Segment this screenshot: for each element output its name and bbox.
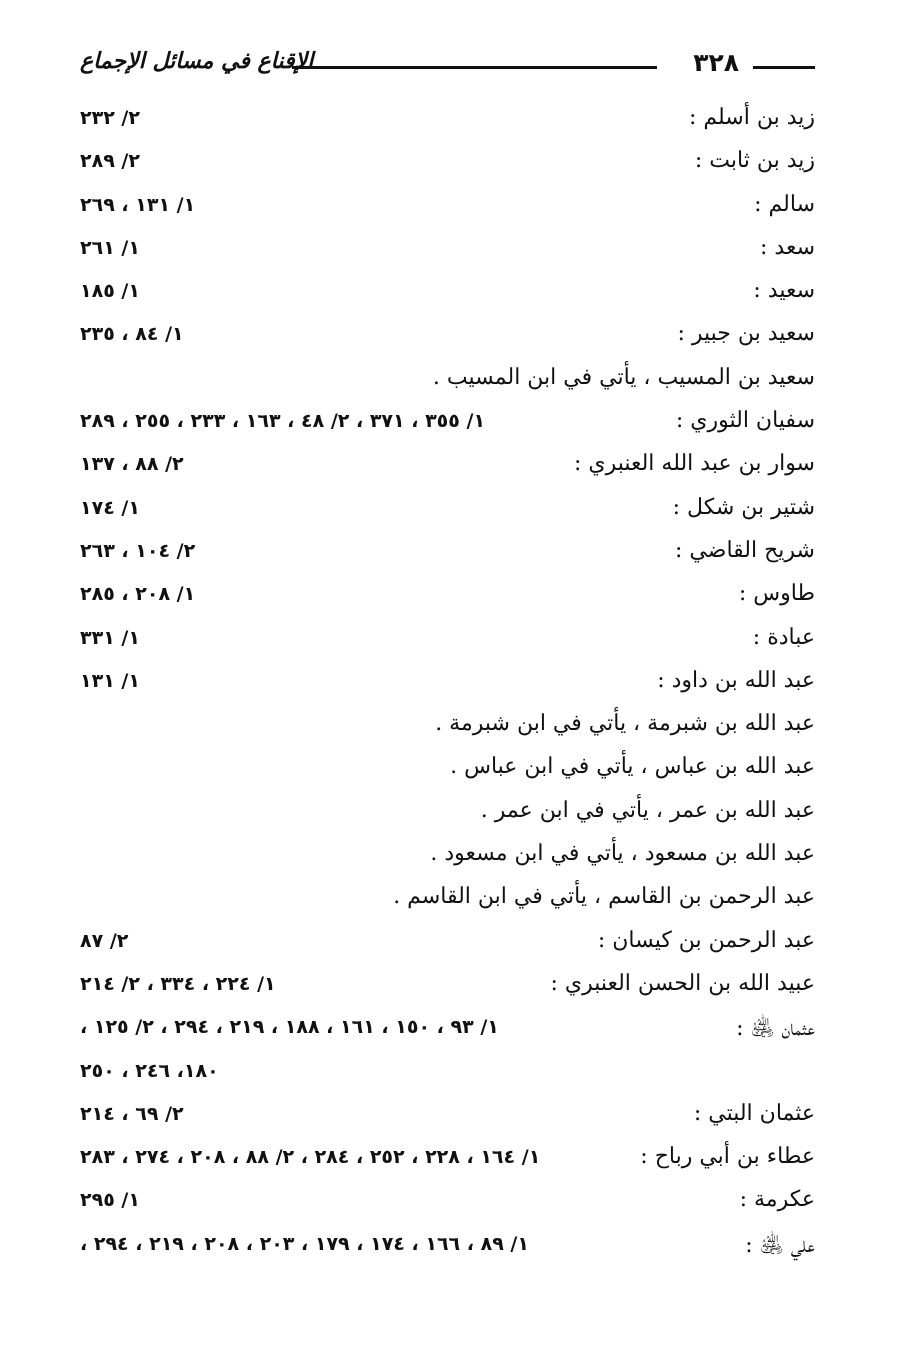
entry-references: ١/ ٢٦١ <box>80 236 140 259</box>
index-entry <box>80 449 815 492</box>
entry-name: زيد بن أسلم : <box>688 105 815 130</box>
index-entry <box>80 103 815 146</box>
index-entry <box>80 1056 815 1099</box>
index-entry <box>80 666 815 709</box>
entry-name: شريح القاضي : <box>675 537 815 563</box>
entry-name: عبد الله بن شبرمة ، يأتي في ابن شبرمة . <box>435 711 815 737</box>
index-entry <box>80 926 815 969</box>
entry-name: سفيان الثوري : <box>675 408 815 434</box>
index-entry <box>80 493 815 536</box>
entry-name: سعيد : <box>753 278 815 304</box>
entry-references: ١/ ١٨٥ <box>80 280 140 303</box>
entry-references: ١/ ٢٩٥ <box>80 1189 140 1212</box>
entry-references: ٢/ ٢٣٢ <box>80 107 140 129</box>
entry-references: ٢/ ٨٨ ، ١٣٧ <box>80 453 184 476</box>
entry-references: ٢/ ٢٨٩ <box>80 150 140 173</box>
index-entry <box>80 536 815 579</box>
index-entry <box>80 1012 815 1055</box>
index-entry <box>80 190 815 233</box>
index-entry <box>80 839 815 882</box>
page-number: ٣٢٨ <box>693 48 739 77</box>
entry-name: سعد : <box>760 234 815 260</box>
index-entry <box>80 233 815 276</box>
entry-name: عبد الرحمن بن القاسم ، يأتي في ابن القاسم . <box>393 884 815 910</box>
entry-references: ١/ ١٦٤ ، ٢٢٨ ، ٢٥٢ ، ٢٨٤ ، ٢/ ٨٨ ، ٢٠٨ ، ٢٧٤ ، ٢٨٣ <box>80 1146 541 1169</box>
entry-references: ١/ ٣٥٥ ، ٣٧١ ، ٢/ ٤٨ ، ١٦٣ ، ٢٣٣ ، ٢٥٥ ، ٢٨٩ <box>80 410 486 433</box>
running-title: الإقناع في مسائل الإجماع <box>80 48 314 74</box>
entry-references: ١/ ٣٣١ <box>80 626 140 649</box>
header-rule-middle <box>292 66 657 69</box>
header-rule-right <box>753 66 815 69</box>
entry-references: ٢/ ١٠٤ ، ٢٦٣ <box>80 539 196 562</box>
index-entry <box>80 363 815 406</box>
entry-name: عطاء بن أبي رباح : <box>640 1144 815 1170</box>
entry-name: زيد بن ثابت : <box>694 148 815 174</box>
index-entry <box>80 1142 815 1185</box>
entry-references: ١/ ١٣١ <box>80 669 140 692</box>
entry-name: عكرمة : <box>739 1187 815 1213</box>
entry-name: عبد الله بن عمر ، يأتي في ابن عمر . <box>480 797 815 823</box>
entry-name: سوار بن عبد الله العنبري : <box>573 451 815 477</box>
index-entry <box>80 319 815 362</box>
index-entry <box>80 752 815 795</box>
entry-name: عبادة : <box>752 624 815 650</box>
index-entry <box>80 406 815 449</box>
index-entry <box>80 969 815 1012</box>
index-entry <box>80 796 815 839</box>
index-list <box>80 103 815 1272</box>
entry-references: ١/ ٨٩ ، ١٦٦ ، ١٧٤ ، ١٧٩ ، ٢٠٣ ، ٢٠٨ ، ٢١٩ ، ٢٩٤ ، <box>80 1232 529 1255</box>
entry-name: طاوس : <box>738 581 815 607</box>
entry-name: عبد الرحمن بن كيسان : <box>597 927 815 953</box>
entry-references: ١/ ١٧٤ <box>80 496 140 519</box>
entry-name: عبيد الله بن الحسن العنبري : <box>550 970 815 996</box>
entry-name: علي ﵁ : <box>745 1232 815 1258</box>
entry-references: ١/ ٢٢٤ ، ٣٣٤ ، ٢/ ٢١٤ <box>80 972 276 995</box>
index-entry <box>80 1099 815 1142</box>
entry-name: عثمان البتي : <box>693 1100 815 1126</box>
entry-references: ٢/ ٨٧ <box>80 929 129 952</box>
entry-name: شتير بن شكل : <box>672 494 815 520</box>
entry-name: سالم : <box>754 191 815 217</box>
entry-name: عبد الله بن مسعود ، يأتي في ابن مسعود . <box>430 841 815 867</box>
entry-name: عبد الله بن داود : <box>657 667 815 693</box>
entry-name: سعيد بن المسيب ، يأتي في ابن المسيب . <box>432 364 815 390</box>
index-entry <box>80 1229 815 1272</box>
index-entry <box>80 1185 815 1228</box>
index-entry <box>80 709 815 752</box>
index-entry <box>80 882 815 925</box>
index-entry <box>80 623 815 666</box>
entry-name: عبد الله بن عباس ، يأتي في ابن عباس . <box>450 754 815 780</box>
page-header <box>80 42 815 86</box>
entry-references: ١/ ٢٠٨ ، ٢٨٥ <box>80 583 196 606</box>
index-entry <box>80 579 815 622</box>
entry-references: ١/ ١٣١ ، ٢٦٩ <box>80 193 196 216</box>
index-entry <box>80 146 815 189</box>
entry-name: سعيد بن جبير : <box>677 321 815 347</box>
entry-references: ١٨٠، ٢٤٦ ، ٢٥٠ <box>80 1059 219 1082</box>
entry-references: ٢/ ٦٩ ، ٢١٤ <box>80 1102 184 1125</box>
entry-references: ١/ ٨٤ ، ٢٣٥ <box>80 323 184 346</box>
entry-name: عثمان ﵁ : <box>736 1016 815 1042</box>
index-entry <box>80 276 815 319</box>
entry-references: ١/ ٩٣ ، ١٥٠ ، ١٦١ ، ١٨٨ ، ٢١٩ ، ٢٩٤ ، ٢/ ١٢٥ ، <box>80 1016 499 1039</box>
